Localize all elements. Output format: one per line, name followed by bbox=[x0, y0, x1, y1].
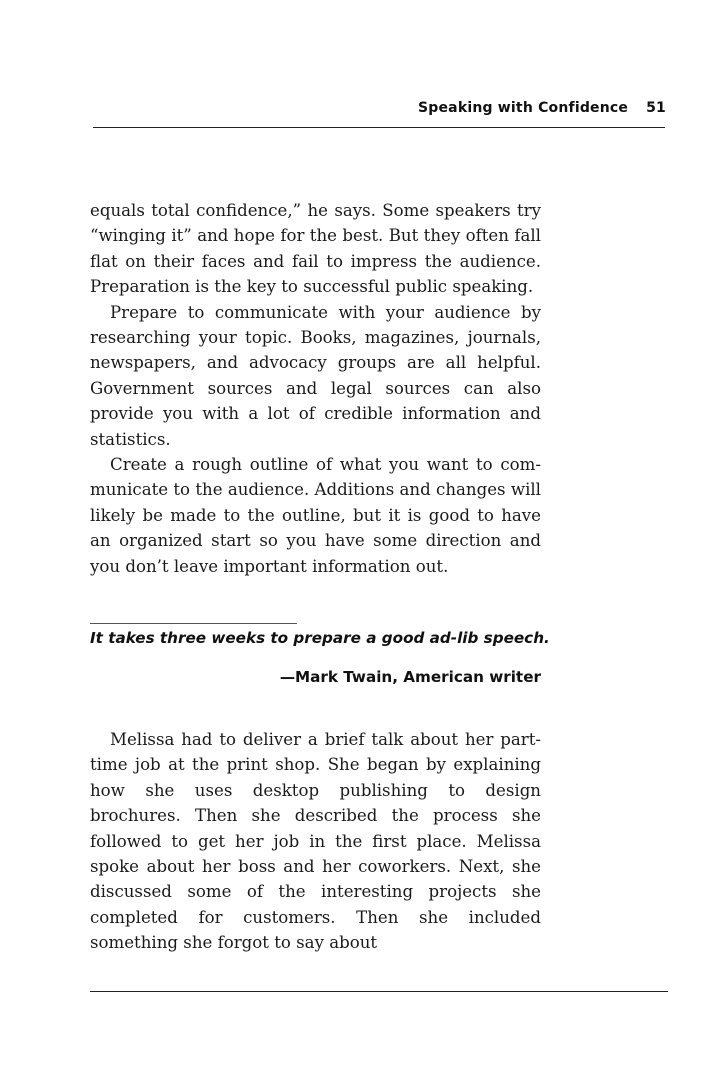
body-text-bottom bbox=[90, 727, 541, 956]
footer-rule bbox=[90, 991, 668, 992]
page-number: 51 bbox=[646, 100, 666, 116]
quote-attribution: —Mark Twain, American writer bbox=[279, 668, 541, 686]
paragraph-continued: equals total confidence,” he says. Some speakers try “winging it” and hope for the best. But they often fall flat on their faces and fail to impress the audience. Preparation is the key to successful public speaking. bbox=[90, 201, 541, 297]
paragraph-research: Prepare to communicate with your audience by researching your topic. Books, magazines, journals, newspapers, and advocacy groups are all helpful. Government sources and legal sources can also provide you with a lot of credible information and statistics. bbox=[90, 302, 541, 449]
pull-quote: It takes three weeks to prepare a good ad-lib speech. bbox=[90, 629, 550, 647]
paragraph-outline: Create a rough outline of what you want to communicate to the audience. Additions and changes will likely be made to the outline, but it is good to have an organized start so you have some direction and you don’t leave important information out. bbox=[90, 455, 541, 576]
paragraph-melissa: Melissa had to deliver a brief talk about her part-time job at the print shop. She began by explaining how she uses desktop publishing to design brochures. Then she described the process she followed to get her job in the first place. Melissa spoke about her boss and her coworkers. Next, she discussed some of the interesting projects she completed for customers. Then she included something she forgot to say about bbox=[90, 730, 541, 953]
quote-rule bbox=[90, 623, 297, 624]
chapter-title: Speaking with Confidence bbox=[417, 100, 629, 116]
body-text-top bbox=[90, 198, 541, 579]
header-rule bbox=[93, 127, 665, 128]
running-head bbox=[418, 100, 666, 116]
